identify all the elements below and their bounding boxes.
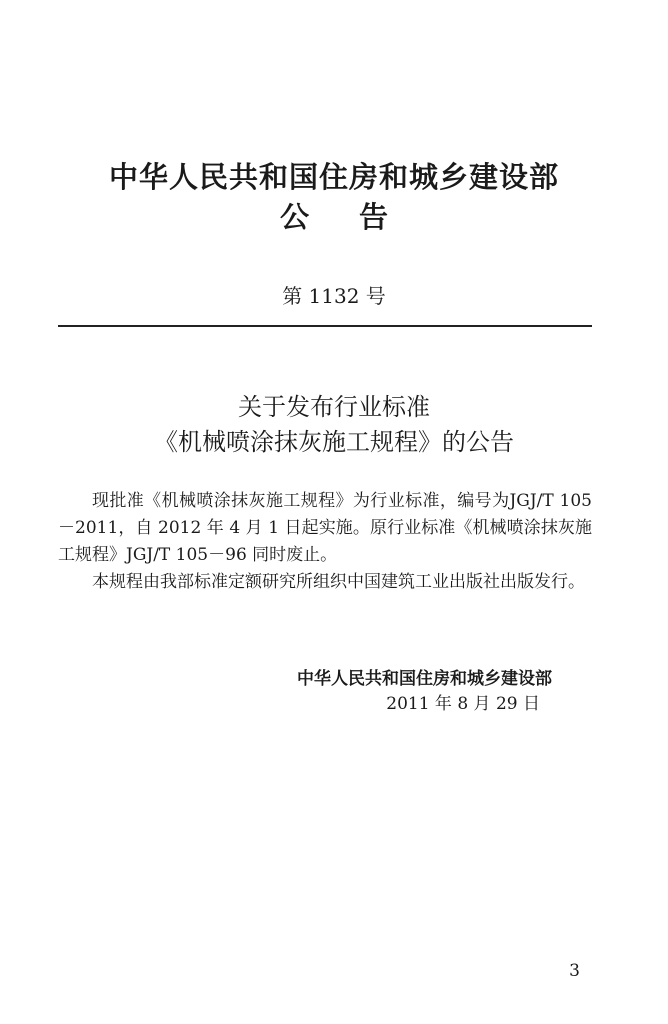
subject-line-2: 《机械喷涂抹灰施工规程》的公告: [154, 428, 514, 456]
page-number: 3: [569, 961, 580, 981]
signature-date: 2011 年 8 月 29 日: [386, 694, 540, 714]
ministry-title: 中华人民共和国住房和城乡建设部: [108, 160, 559, 194]
header-divider: [58, 325, 592, 327]
notice-number: 第 1132 号: [282, 284, 386, 308]
body-paragraph-approval: 现批准《机械喷涂抹灰施工规程》为行业标准，编号为JGJ/T 105－2011，自 2012 年 4 月 1 日起实施。原行业标准《机械喷涂抹灰施工规程》JGJ/T 105－96 同时废止。: [58, 491, 592, 565]
signature-organization: 中华人民共和国住房和城乡建设部: [297, 669, 552, 689]
body-paragraph-publication: 本规程由我部标准定额研究所组织中国建筑工业出版社出版发行。: [92, 572, 585, 592]
notice-label: 公告: [279, 200, 438, 234]
subject-line-1: 关于发布行业标准: [238, 393, 430, 421]
notice-body: [58, 488, 592, 596]
